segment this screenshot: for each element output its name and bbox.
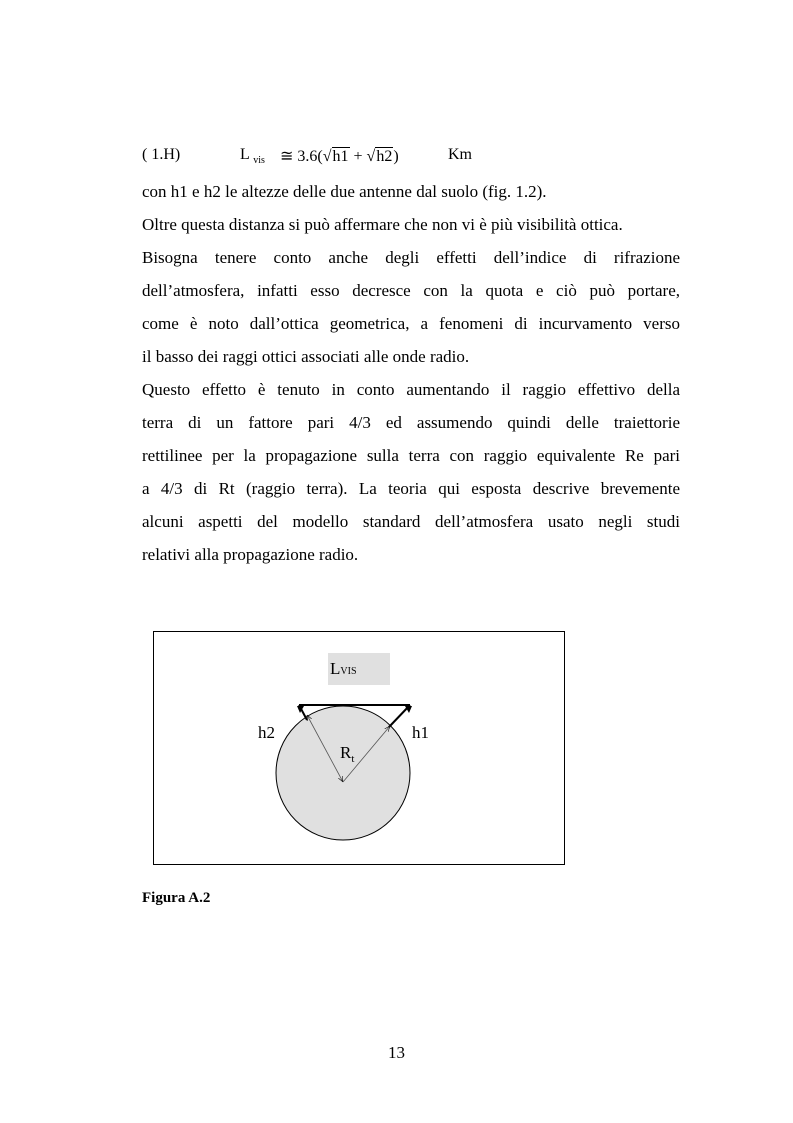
lvis-label: LVIS (330, 659, 357, 678)
equation (142, 146, 682, 168)
figure-caption: Figura A.2 (142, 890, 211, 906)
text-line: rettilinee per la propagazione sulla terra con raggio equivalente Re pari (142, 446, 680, 465)
equation-operator: ≅ (280, 148, 294, 165)
text-line: terra di un fattore pari 4/3 ed assumendo quindi delle traiettorie (142, 413, 680, 432)
text-line: dell’atmosfera, infatti esso decresce con la quota e ciò può portare, (142, 281, 680, 300)
text-line: Bisogna tenere conto anche degli effetti dell’indice di rifrazione (142, 248, 680, 267)
text-line: con h1 e h2 le altezze delle due antenne dal suolo (fig. 1.2). (142, 182, 547, 201)
text-line: Questo effetto è tenuto in conto aumentando il raggio effettivo della (142, 380, 680, 399)
text-line: Oltre questa distanza si può affermare che non vi è più visibilità ottica. (142, 215, 623, 234)
text-line: alcuni aspetti del modello standard dell’atmosfera usato negli studi (142, 512, 680, 531)
equation-lhs-symbol: L (240, 146, 250, 163)
label-h1: h1 (412, 723, 429, 742)
equation-unit: Km (448, 146, 472, 163)
sqrt-sign-1: √ (322, 148, 332, 165)
text-line: a 4/3 di Rt (raggio terra). La teoria qui esposta descrive brevemente (142, 479, 680, 498)
paragraph-2 (142, 373, 680, 571)
equation-number: ( 1.H) (142, 146, 181, 163)
equation-close: ) (393, 148, 399, 165)
equation-lhs-subscript: vis (253, 155, 265, 166)
figure-frame (153, 631, 565, 865)
equation-lhs (240, 146, 265, 164)
equation-term-2: h2 (376, 148, 393, 165)
paragraph-1 (142, 175, 680, 373)
text-line: relativi alla propagazione radio. (142, 545, 359, 564)
page-number: 13 (388, 1043, 405, 1062)
equation-term-1: h1 (332, 148, 349, 165)
text-line: il basso dei raggi ottici associati alle onde radio. (142, 347, 470, 366)
label-h2: h2 (258, 723, 275, 742)
earth-diagram (154, 632, 564, 864)
equation-plus: + (353, 148, 363, 165)
equation-coefficient: 3.6( (297, 148, 323, 165)
sqrt-sign-2: √ (366, 148, 376, 165)
text-line: come è noto dall’ottica geometrica, a fenomeni di incurvamento verso (142, 314, 680, 333)
equation-rhs (280, 146, 399, 166)
radius-label: $R_t$ (340, 743, 355, 765)
